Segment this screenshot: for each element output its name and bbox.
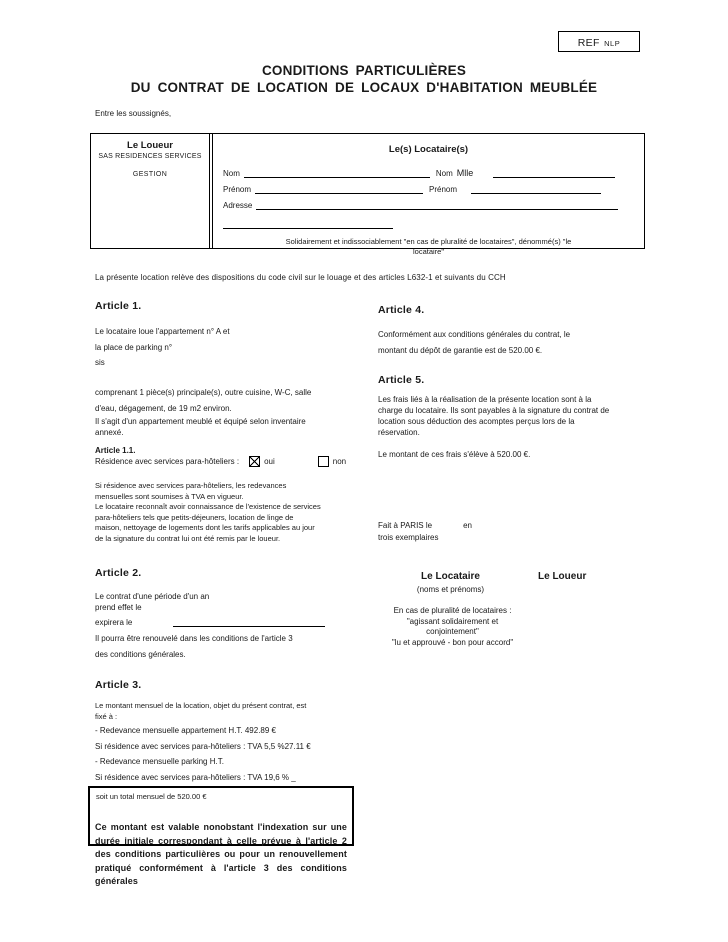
article4-heading: Article 4. bbox=[378, 304, 425, 316]
nom2-field bbox=[493, 167, 615, 178]
exemplaires-label: trois exemplaires bbox=[378, 533, 439, 542]
article2-body-1 bbox=[95, 591, 209, 613]
prenom-label: Prénom bbox=[223, 185, 252, 194]
article3-heading: Article 3. bbox=[95, 679, 142, 691]
article1-1-heading: Article 1.1. bbox=[95, 446, 136, 455]
document-title bbox=[0, 63, 728, 96]
text-line: montant du dépôt de garantie est de 520.00 €. bbox=[378, 346, 543, 355]
article4-body bbox=[378, 327, 570, 359]
expire-date-field bbox=[173, 616, 325, 627]
nom2-label: Nom bbox=[435, 169, 453, 178]
expire-label: expirera le bbox=[95, 618, 133, 627]
oui-label: oui bbox=[264, 457, 275, 466]
para-hotel-question: Résidence avec services para-hôteliers : bbox=[95, 457, 240, 466]
locataires-title: Le(s) Locataire(s) bbox=[388, 144, 469, 155]
table-caption bbox=[213, 237, 644, 256]
article1-1-paragraph bbox=[95, 481, 321, 544]
form-row-adresse bbox=[223, 199, 618, 210]
prenom-field bbox=[255, 183, 423, 194]
text-line: "agissant solidairement et bbox=[406, 616, 499, 626]
adresse-field bbox=[256, 199, 618, 210]
text-line: mensuelles sont soumises à TVA en vigueur. bbox=[95, 491, 244, 501]
non-label: non bbox=[332, 457, 347, 466]
text-line: Si résidence avec services para-hôteliers, les redevances bbox=[95, 481, 287, 490]
article3-items bbox=[95, 723, 311, 785]
text-line: annexé. bbox=[95, 428, 124, 437]
text-line: - Redevance mensuelle parking H.T. bbox=[95, 757, 224, 766]
text-line: Si résidence avec services para-hôteliers : TVA 5,5 %27.11 € bbox=[95, 741, 311, 751]
title-line-2: DU CONTRAT DE LOCATION DE LOCAUX D'HABITATION MEUBLÉE bbox=[130, 79, 598, 95]
loueur-title: Le Loueur bbox=[127, 140, 173, 151]
text-line: Le locataire reconnaît avoir connaissance de l'existence de services bbox=[95, 502, 321, 511]
form-row-adresse2 bbox=[223, 218, 393, 229]
text-line: Il s'agit d'un appartement meublé et équipé selon inventaire bbox=[95, 417, 306, 426]
nom-field bbox=[244, 167, 430, 178]
total-line: soit un total mensuel de 520.00 € bbox=[96, 792, 207, 801]
text-line: Le locataire loue l'appartement n° A et bbox=[95, 327, 230, 336]
fait-row bbox=[378, 521, 472, 530]
text-line: Si résidence avec services para-hôteliers : TVA 19,6 % _ bbox=[95, 772, 296, 782]
title-line-1: CONDITIONS PARTICULIÈRES bbox=[261, 63, 467, 78]
text-line: maison, nettoyage de logements dont les tarifs applicables au jour bbox=[95, 523, 315, 532]
text-line: para-hôteliers tels que petits-déjeuners, location de linge de bbox=[95, 512, 294, 522]
text-line: Le montant mensuel de la location, objet du présent contrat, est bbox=[95, 701, 307, 710]
text-line: comprenant 1 pièce(s) principale(s), outre cuisine, W-C, salle bbox=[95, 388, 312, 397]
text-line: Le montant de ces frais s'élève à 520.00 €. bbox=[378, 450, 531, 459]
form-row-nom bbox=[223, 167, 615, 178]
text-line: Les frais liés à la réalisation de la présente location sont à la bbox=[378, 395, 592, 404]
ref-label: REF bbox=[577, 37, 600, 49]
article5-amount bbox=[378, 449, 530, 460]
text-line: d'eau, dégagement, de 19 m2 environ. bbox=[95, 403, 232, 413]
text-line: Conformément aux conditions générales du contrat, le bbox=[378, 330, 571, 339]
signature-locataire-subtitle: (noms et prénoms) bbox=[416, 585, 485, 594]
text-line: fixé à : bbox=[95, 711, 118, 721]
plurality-note bbox=[375, 606, 530, 648]
fait-label: Fait à PARIS le bbox=[378, 521, 433, 530]
form-row-prenom bbox=[223, 183, 601, 194]
nom2-value: Mlle bbox=[456, 168, 474, 178]
checkbox-oui-checked-icon[interactable] bbox=[249, 456, 260, 467]
article5-body bbox=[378, 394, 609, 438]
text-line: des conditions générales. bbox=[95, 649, 186, 659]
article2-body-2 bbox=[95, 631, 293, 662]
text-line: Le contrat d'une période d'un an bbox=[95, 592, 210, 601]
text-line: "lu et approuvé - bon pour accord" bbox=[391, 637, 514, 647]
article1-body-3 bbox=[95, 416, 306, 438]
text-line: location sous déduction des acomptes perçus lors de la bbox=[378, 417, 575, 426]
article2-heading: Article 2. bbox=[95, 567, 142, 579]
text-line: réservation. bbox=[378, 428, 420, 437]
ref-box bbox=[558, 31, 640, 52]
loueur-subtitle: GESTION bbox=[132, 171, 168, 178]
text-line: - Redevance mensuelle appartement H.T. 492.89 € bbox=[95, 726, 276, 735]
caption-line-1: Solidairement et indissociablement "en cas de pluralité de locataires", dénommé(s) "le bbox=[285, 237, 572, 246]
prenom2-label: Prénom bbox=[429, 185, 458, 194]
text-line: prend effet le bbox=[95, 603, 142, 612]
article1-heading: Article 1. bbox=[95, 300, 142, 312]
ref-value: NLP bbox=[604, 39, 621, 48]
article3-body-1 bbox=[95, 701, 306, 722]
adresse2-field bbox=[223, 218, 393, 229]
text-line: En cas de pluralité de locataires : bbox=[393, 606, 512, 615]
article1-body-1 bbox=[95, 324, 230, 371]
text-line: sis bbox=[95, 358, 105, 367]
nom-label: Nom bbox=[223, 169, 240, 178]
legal-notice: La présente location relève des dispositions du code civil sur le louage et des articles L632-1 et suivants du CCH bbox=[95, 273, 506, 282]
signature-locataire-title: Le Locataire bbox=[421, 571, 480, 582]
text-line: la place de parking n° bbox=[95, 342, 173, 352]
expire-row bbox=[95, 616, 325, 627]
adresse-label: Adresse bbox=[223, 201, 253, 210]
text-line: de la signature du contrat lui ont été remis par le loueur. bbox=[95, 533, 281, 543]
text-line: charge du locataire. Ils sont payables à la signature du contrat de bbox=[378, 406, 610, 415]
para-hotel-question-row bbox=[95, 456, 346, 467]
intro-text: Entre les soussignés, bbox=[95, 109, 172, 118]
loueur-cell bbox=[91, 134, 209, 248]
loueur-name: SAS RESIDENCES SERVICES bbox=[98, 153, 202, 160]
parties-table bbox=[90, 133, 645, 256]
text-line: Il pourra être renouvelé dans les conditions de l'article 3 bbox=[95, 634, 293, 643]
indexation-note: Ce montant est valable nonobstant l'indexation sur une durée initiale correspondant à celle prévue à l'article 2 des conditions particulières ou pour un renouvellement pratiqué conformément à l'article 3 des conditions générales bbox=[95, 822, 347, 886]
prenom2-field bbox=[471, 183, 601, 194]
text-line: conjointement" bbox=[426, 627, 479, 636]
article1-body-2 bbox=[95, 385, 311, 416]
caption-line-2: locataire" bbox=[412, 246, 444, 256]
checkbox-non-icon[interactable] bbox=[318, 456, 329, 467]
en-label: en bbox=[463, 521, 472, 530]
article5-heading: Article 5. bbox=[378, 374, 425, 386]
signature-loueur-title: Le Loueur bbox=[538, 571, 587, 582]
